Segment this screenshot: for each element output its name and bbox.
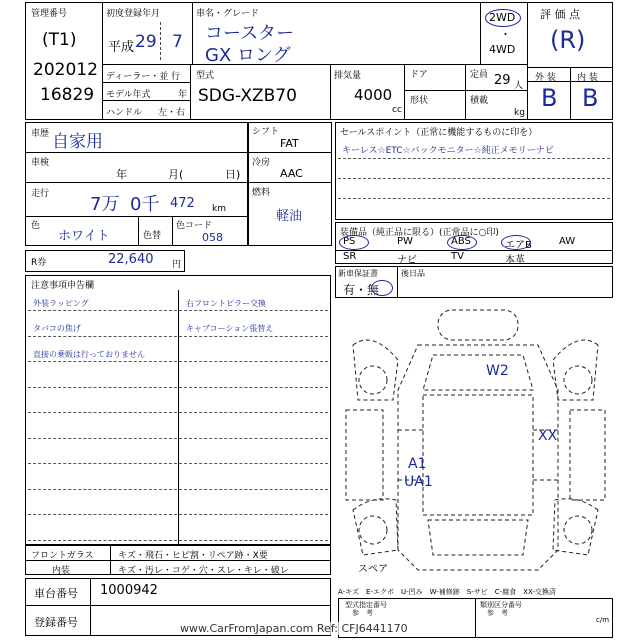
note-left-2: タバコの焦げ	[33, 324, 81, 333]
recycle-label: R券	[31, 258, 47, 268]
note-line	[28, 310, 328, 311]
reference-cat1: 型式指定番号	[345, 601, 387, 609]
plate-label: 登録番号	[34, 616, 78, 629]
diagram-a1: A1	[408, 456, 427, 472]
reference-cm: c/m	[596, 616, 610, 624]
drive-2wd: 2WD	[489, 11, 516, 24]
watermark: www.CarFromJapan.com Ref: CFJ6441170	[180, 622, 408, 635]
equipment-circle-mark	[447, 235, 477, 250]
drive-4wd: 4WD	[489, 43, 516, 56]
diagram-xx: XX	[538, 428, 558, 444]
capacity-label: 定員	[470, 70, 489, 80]
diagram-spare: スペア	[358, 564, 388, 575]
mileage-rest: 472	[170, 196, 195, 211]
mileage-label: 走行	[31, 189, 50, 199]
management-number-2: 16829	[40, 85, 95, 105]
note-line	[28, 336, 328, 337]
equipment-circle-mark	[501, 235, 531, 250]
top-block	[25, 2, 613, 120]
dealer-label: ディーラー・並 行	[106, 72, 181, 82]
reference-cat1b: 参 考	[352, 609, 373, 617]
load-unit: kg	[514, 108, 525, 118]
displacement-unit: cc	[392, 105, 402, 115]
registration-year: 29	[135, 32, 157, 52]
note-line	[28, 438, 328, 439]
diagram-w2: W2	[486, 363, 509, 379]
displacement-value: 4000	[354, 86, 393, 104]
mileage-unit: km	[212, 204, 226, 214]
car-grade: GX ロング	[205, 45, 291, 66]
interior-grade: B	[582, 84, 599, 112]
equipment-item: エアB	[505, 240, 532, 251]
notes-label: 注意事項申告欄	[31, 281, 95, 291]
note-line	[28, 387, 328, 388]
shape-label: 形状	[410, 96, 429, 106]
interior-label: 内 装	[577, 73, 598, 83]
model-code: SDG-XZB70	[198, 86, 297, 106]
inspection-month: 月(	[168, 168, 184, 181]
note-right-2: キャブコーション張替え	[186, 324, 274, 333]
handle-options: 左・右	[158, 108, 186, 118]
capacity-unit: 人	[514, 81, 524, 91]
chassis-value: 1000942	[100, 583, 158, 598]
capacity-value: 29	[494, 73, 511, 88]
note-right-1: 右フロントピラー交換	[186, 299, 266, 308]
aircon-value: AAC	[280, 167, 303, 180]
registration-month: 7	[172, 32, 183, 52]
equipment-item: ABS	[451, 236, 471, 247]
diagram-ua1: UA1	[404, 474, 433, 490]
model-year-label: モデル年式	[106, 90, 151, 100]
exterior-grade: B	[541, 84, 558, 112]
color-label: 色	[31, 221, 41, 231]
recycle-value: 22,640	[108, 252, 154, 267]
aircon-label: 冷房	[252, 158, 271, 168]
grade-value: (R)	[550, 26, 586, 54]
recycle-unit: 円	[172, 260, 182, 270]
shift-label: シフト	[252, 127, 280, 137]
note-line	[28, 463, 328, 464]
equipment-item: ナビ	[397, 255, 417, 266]
color-code-label: 色コード	[176, 221, 213, 231]
selling-points-label: セールスポイント（正常に機能するものに印を）	[340, 128, 538, 138]
car-name: コースター	[205, 23, 295, 44]
note-line	[28, 514, 328, 515]
damage-legend: A-キズ E-エクボ U-凹み W-補修跡 S-サビ C-腐食 XX-交換済	[338, 588, 556, 596]
fuel-value: 軽油	[276, 209, 303, 224]
usage-value: 自家用	[52, 132, 103, 152]
reference-cat2: 類別区分番号	[480, 601, 522, 609]
equipment-item: AW	[559, 236, 576, 247]
drive-separator: ・	[500, 28, 511, 41]
note-left-3: 直接の乗販は行っておりません	[33, 350, 145, 359]
era: 平成	[108, 40, 135, 55]
inspection-day: 日)	[225, 168, 241, 181]
equipment-label: 装備品（純正品に限る）(正常品に○印)	[340, 228, 499, 238]
management-number-1: 202012	[33, 60, 98, 80]
warranty-value: 有・無	[343, 283, 380, 297]
front-glass-value: キズ・飛石・ヒビ割・リペア跡・X要	[118, 551, 268, 561]
model-label: 型式	[196, 71, 215, 81]
note-left-1: 外装ラッピング	[33, 299, 89, 308]
note-line	[28, 540, 328, 541]
chassis-label: 車台番号	[34, 587, 78, 600]
fuel-label: 燃料	[252, 188, 271, 198]
management-label: 管理番号	[31, 9, 68, 19]
door-label: ドア	[410, 70, 428, 80]
front-glass-label: フロントガラス	[31, 551, 94, 561]
equipment-item: PW	[397, 236, 413, 247]
equipment-circle-mark	[339, 235, 369, 250]
note-line	[28, 489, 328, 490]
load-label: 積載	[470, 96, 489, 106]
repaint-label: 色替	[143, 231, 162, 241]
inspection-year: 年	[116, 168, 127, 181]
mileage-man: 7万	[90, 194, 120, 215]
interior-cond-label: 内装	[52, 566, 71, 576]
warranty-label: 新車保証書	[338, 269, 378, 278]
equipment-item: 本革	[505, 255, 525, 266]
equipment-item: TV	[451, 251, 464, 262]
equipment-item: PS	[343, 236, 356, 247]
interior-cond-value: キズ・汚レ・コゲ・穴・スレ・キレ・破レ	[118, 566, 289, 576]
model-year-suffix: 年	[178, 90, 188, 100]
after-items-label: 後日品	[401, 269, 425, 278]
exterior-label: 外 装	[535, 73, 556, 83]
recycle-box	[25, 250, 185, 272]
car-diagram	[338, 300, 613, 585]
mileage-sen: 0千	[130, 194, 160, 215]
handle-label: ハンドル	[106, 108, 143, 118]
reference-cat2b: 参 考	[487, 609, 508, 617]
car-name-label: 車名・グレード	[196, 9, 260, 19]
shift-value: FAT	[280, 137, 299, 150]
note-line	[28, 412, 328, 413]
first-registration-label: 初度登録年月	[106, 9, 161, 19]
displacement-label: 排気量	[334, 71, 362, 81]
usage-label: 車歴	[31, 129, 50, 139]
inspection-label: 車検	[31, 158, 50, 168]
note-line	[28, 361, 328, 362]
selling-points-text: キーレス☆ETC☆バックモニター☆純正メモリーナビ	[342, 146, 554, 156]
equipment-item: SR	[343, 251, 357, 262]
management-code: (T1)	[42, 30, 77, 50]
grade-label: 評 価 点	[540, 8, 580, 21]
color-code: 058	[202, 231, 223, 244]
color-value: ホワイト	[58, 229, 110, 244]
